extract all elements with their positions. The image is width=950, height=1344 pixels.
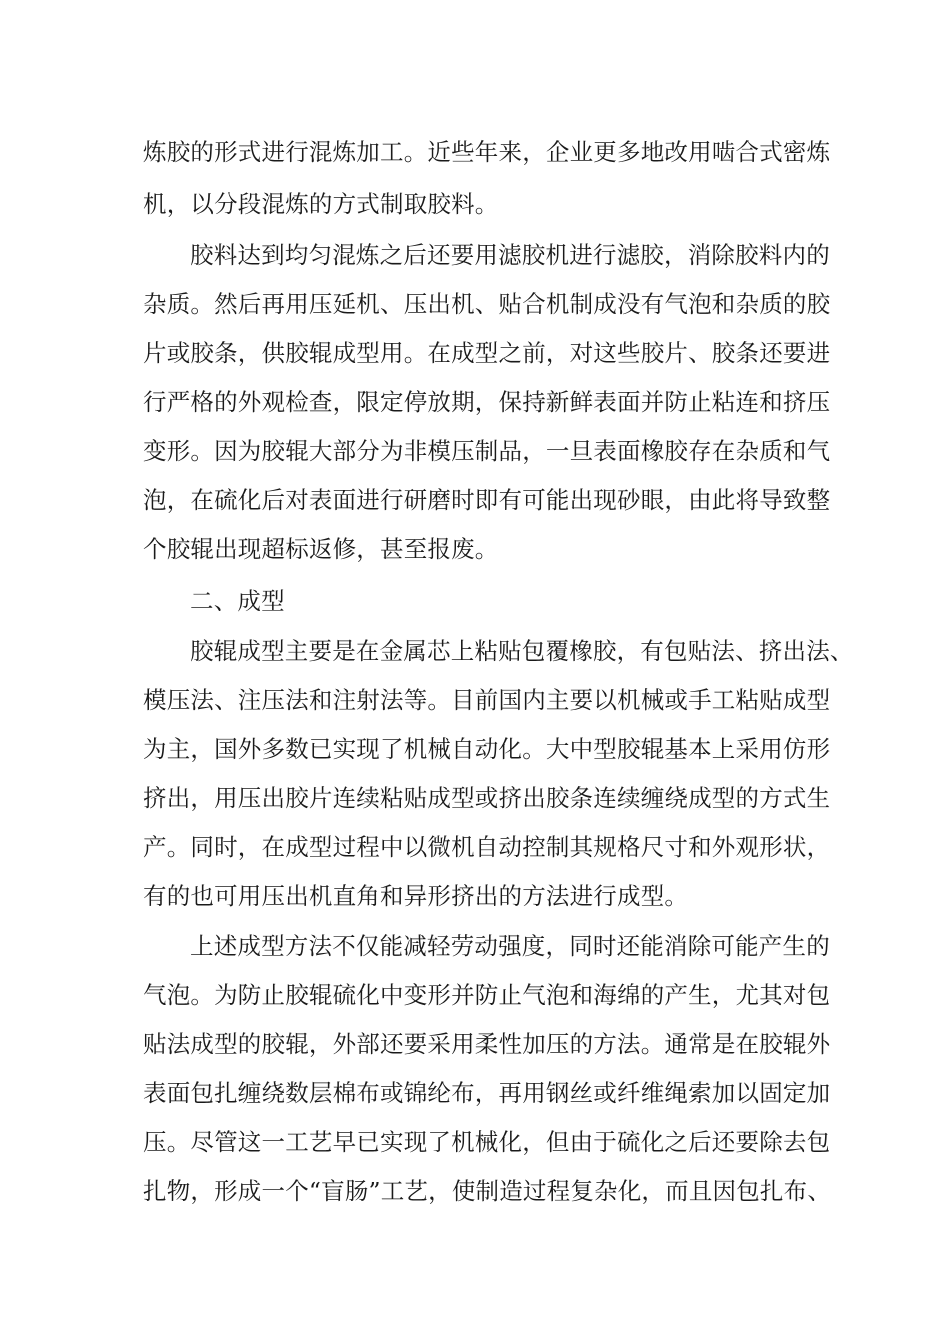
text-line: 炼胶的形式进行混炼加工。近些年来，企业更多地改用啮合式密炼 (143, 138, 831, 166)
text-line: 胶辊成型主要是在金属芯上粘贴包覆橡胶，有包贴法、挤出法、 (190, 637, 854, 665)
text-line: 有的也可用压出机直角和异形挤出的方法进行成型。 (143, 882, 689, 910)
text-line: 表面包扎缠绕数层棉布或锦纶布，再用钢丝或纤维绳索加以固定加 (143, 1079, 831, 1107)
text-line: 变形。因为胶辊大部分为非模压制品，一旦表面橡胶存在杂质和气 (143, 437, 831, 465)
text-line: 扎物，形成一个“盲肠”工艺，使制造过程复杂化，而且因包扎布、 (143, 1177, 832, 1205)
text-line: 个胶辊出现超标返修，甚至报废。 (143, 535, 499, 563)
text-line: 机，以分段混炼的方式制取胶料。 (143, 190, 499, 218)
text-line: 气泡。为防止胶辊硫化中变形并防止气泡和海绵的产生，尤其对包 (143, 981, 831, 1009)
text-line: 贴法成型的胶辊，外部还要采用柔性加压的方法。通常是在胶辊外 (143, 1030, 831, 1058)
text-line: 为主，国外多数已实现了机械自动化。大中型胶辊基本上采用仿形 (143, 735, 831, 763)
text-line: 模压法、注压法和注射法等。目前国内主要以机械或手工粘贴成型 (143, 686, 831, 714)
text-line: 行严格的外观检查，限定停放期，保持新鲜表面并防止粘连和挤压 (143, 388, 831, 416)
text-line: 杂质。然后再用压延机、压出机、贴合机制成没有气泡和杂质的胶 (143, 290, 831, 318)
text-line: 泡，在硫化后对表面进行研磨时即有可能出现砂眼，由此将导致整 (143, 486, 831, 514)
text-line: 挤出，用压出胶片连续粘贴成型或挤出胶条连续缠绕成型的方式生 (143, 784, 831, 812)
text-line: 片或胶条，供胶辊成型用。在成型之前，对这些胶片、胶条还要进 (143, 339, 831, 367)
text-line: 上述成型方法不仅能减轻劳动强度，同时还能消除可能产生的 (190, 932, 830, 960)
text-line: 压。尽管这一工艺早已实现了机械化，但由于硫化之后还要除去包 (143, 1128, 831, 1156)
section-heading: 二、成型 (190, 587, 285, 615)
text-line: 产。同时，在成型过程中以微机自动控制其规格尺寸和外观形状， (143, 833, 831, 861)
text-line: 胶料达到均匀混炼之后还要用滤胶机进行滤胶，消除胶料内的 (190, 241, 830, 269)
